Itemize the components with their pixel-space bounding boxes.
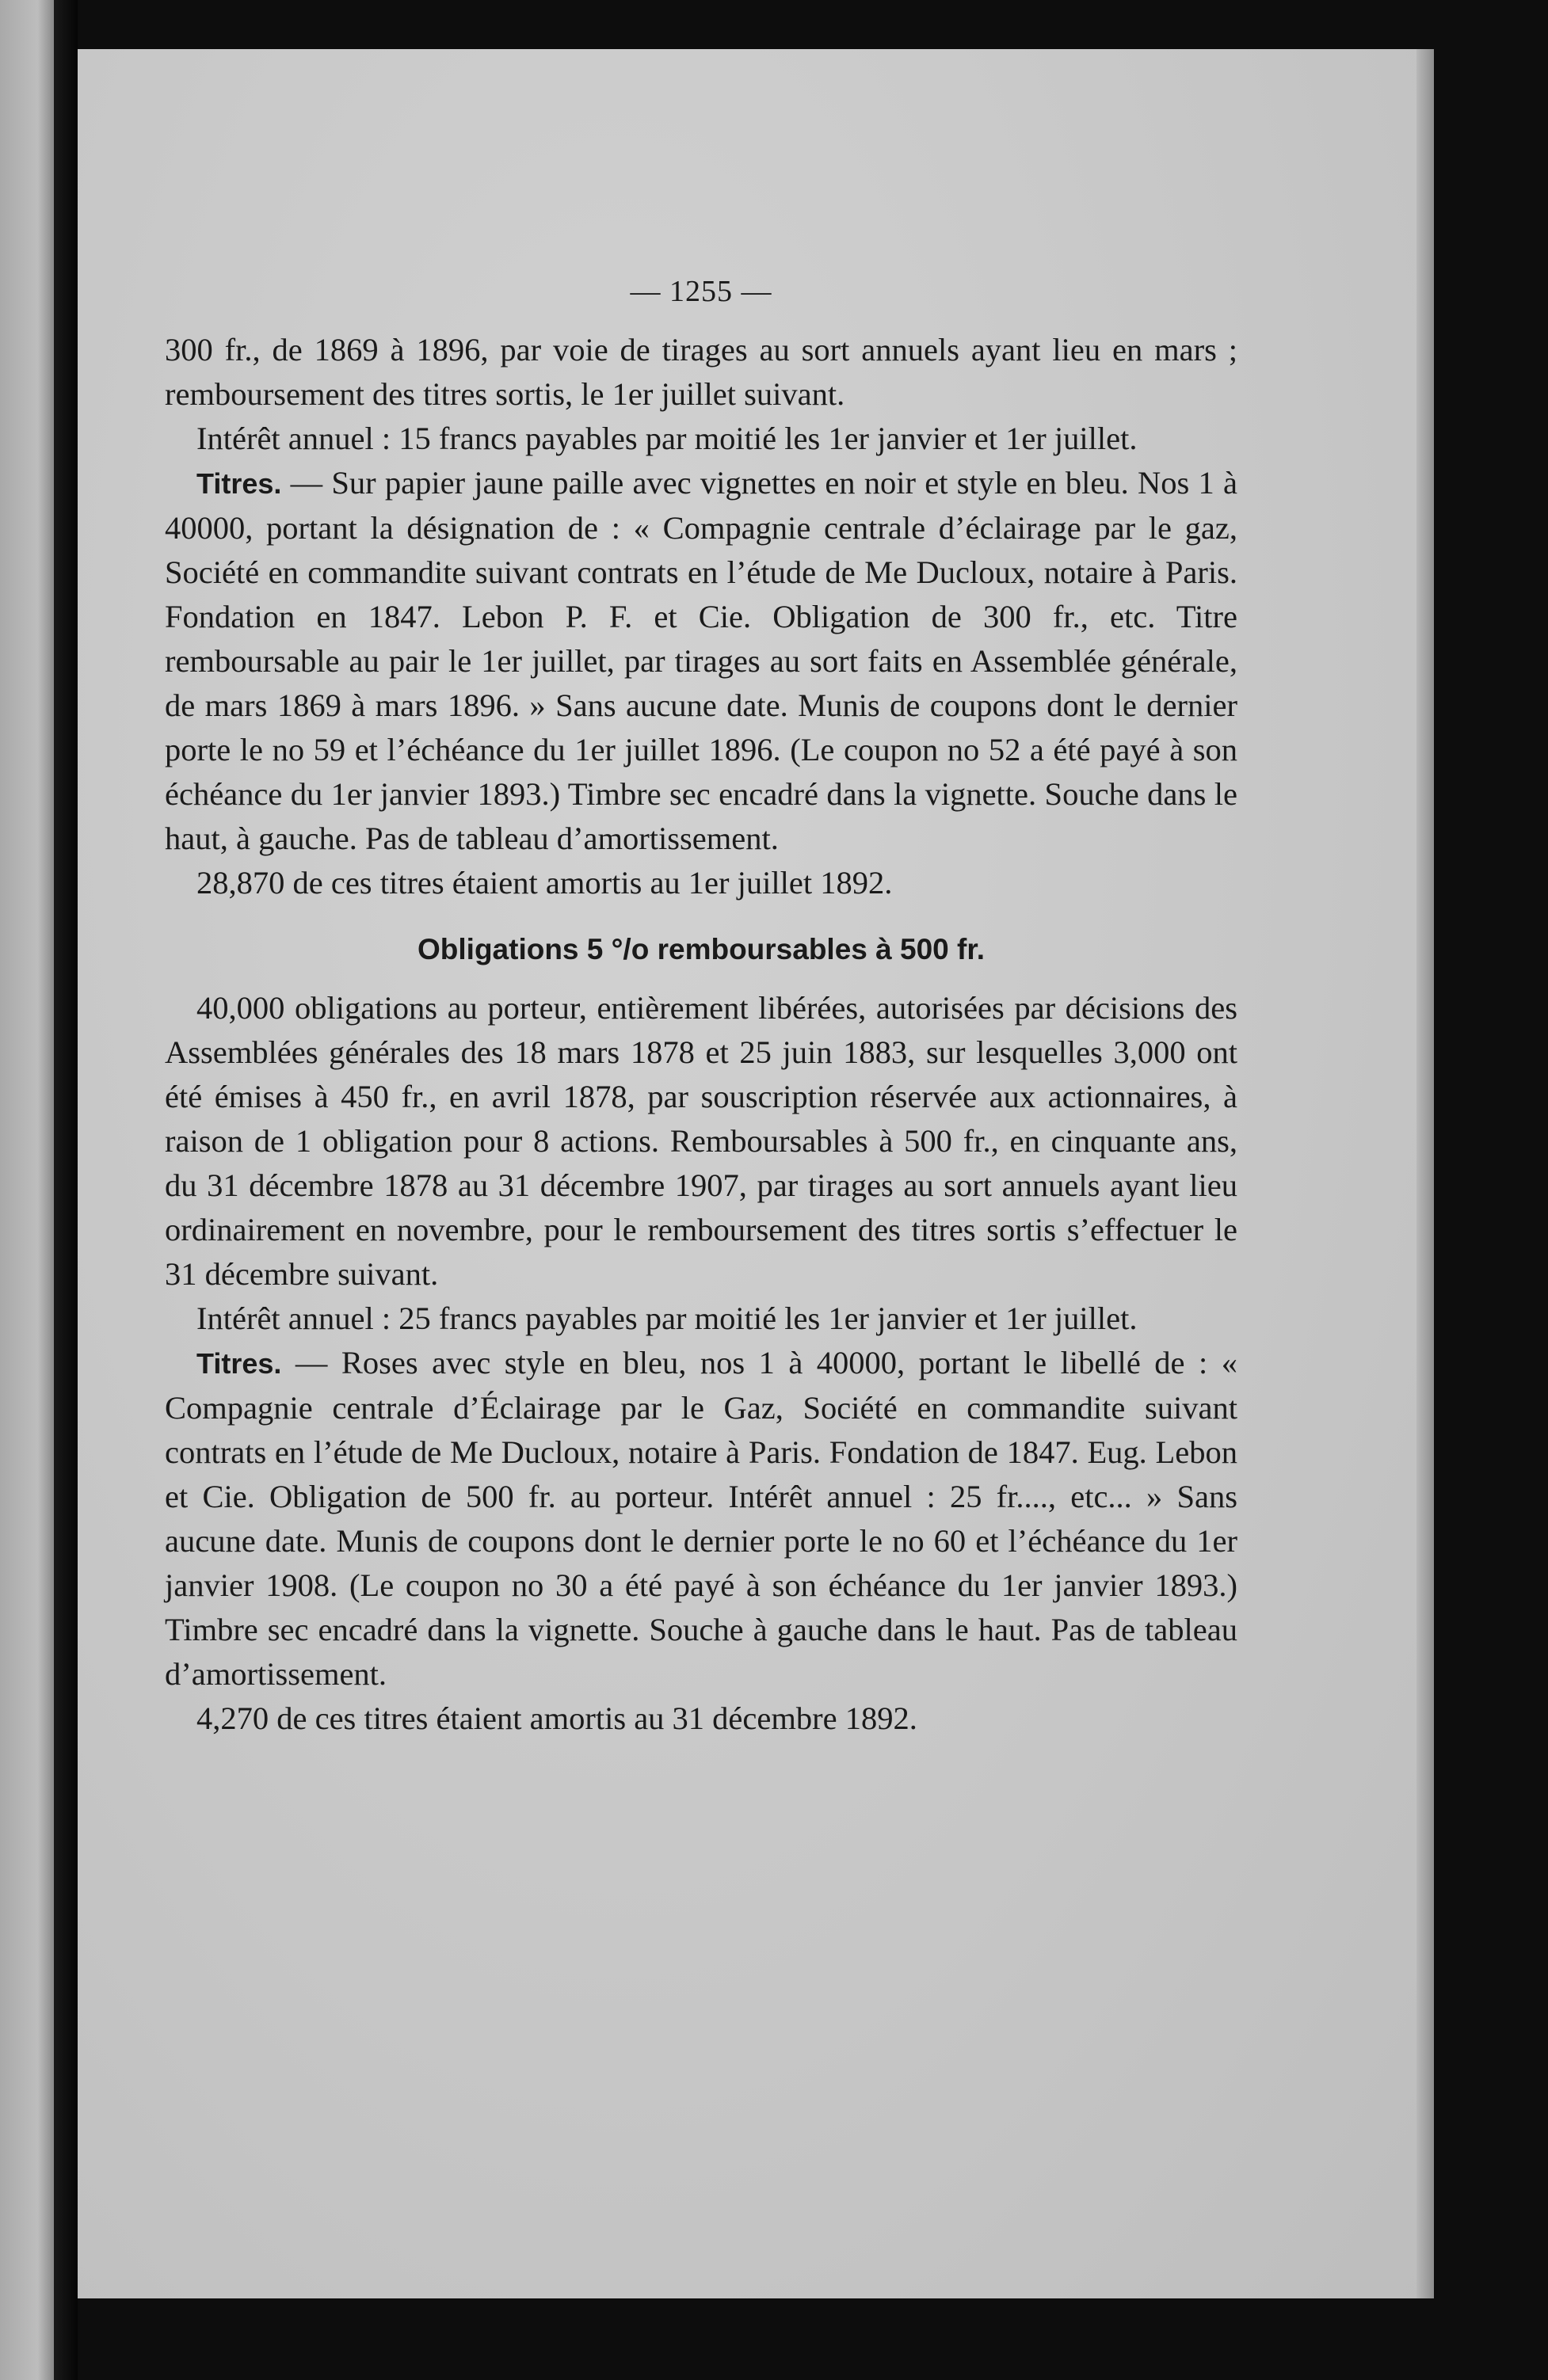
page-right-edge (1416, 49, 1434, 2298)
paragraph-amortized-500: 4,270 de ces titres étaient amortis au 31 décembre 1892. (196, 1700, 917, 1736)
titres-label: Titres. (196, 1347, 282, 1380)
book-gutter (54, 0, 78, 2380)
adjacent-page-edge (0, 0, 54, 2380)
paragraph-interest-25: Intérêt annuel : 25 francs payables par moitié les 1er janvier et 1er juillet. (196, 1300, 1138, 1336)
page-content (165, 269, 1237, 1741)
titres-description: — Roses avec style en bleu, nos 1 à 40000, portant le libellé de : « Compagnie centrale d’Éclairage par le Gaz, Société en commandite suivant contrats en l’étude de Me Ducloux, notaire à Paris. Fondation de 1847. Eug. Lebon et Cie. Obligation de 500 fr. au porteur. Intérêt annuel : 25 fr...., etc... » Sans aucune date. Munis de coupons dont le dernier porte le no 60 et l’échéance du 1er janvier 1908. (Le coupon no 30 a été payé à son échéance du 1er janvier 1893.) Timbre sec encadré dans la vignette. Souche à gauche dans le haut. Pas de tableau d’amortissement. (165, 1345, 1237, 1692)
paragraph-titres-300 (165, 461, 1237, 861)
titres-label: Titres. (196, 467, 282, 500)
paragraph-redemption-300: 300 fr., de 1869 à 1896, par voie de tirages au sort annuels ayant lieu en mars ; remboursement des titres sortis, le 1er juillet suivant. (165, 332, 1237, 412)
page-number: — 1255 — (630, 275, 772, 308)
paragraph-obligations-500: 40,000 obligations au porteur, entièrement libérées, autorisées par décisions des Assemblées générales des 18 mars 1878 et 25 juin 1883, sur lesquelles 3,000 ont été émises à 450 fr., en avril 1878, par souscription réservée aux actionnaires, à raison de 1 obligation pour 8 actions. Remboursables à 500 fr., en cinquante ans, du 31 décembre 1878 au 31 décembre 1907, par tirages au sort annuels ayant lieu ordinairement en novembre, pour le remboursement des titres sortis s’effectuer le 31 décembre suivant. (165, 990, 1237, 1292)
paragraph-titres-500 (165, 1341, 1237, 1696)
paragraph-interest-15: Intérêt annuel : 15 francs payables par moitié les 1er janvier et 1er juillet. (196, 421, 1138, 456)
paragraph-amortized-300: 28,870 de ces titres étaient amortis au 1er juillet 1892. (196, 865, 893, 901)
section-heading-obligations-500: Obligations 5 °/o remboursables à 500 fr. (418, 933, 985, 965)
titres-description: — Sur papier jaune paille avec vignettes en noir et style en bleu. Nos 1 à 40000, portant la désignation de : « Compagnie centrale d’éclairage par le gaz, Société en commandite suivant contrats en l’étude de Me Ducloux, notaire à Paris. Fondation en 1847. Lebon P. F. et Cie. Obligation de 300 fr., etc. Titre remboursable au pair le 1er juillet, par tirages au sort faits en Assemblée générale, de mars 1869 à mars 1896. » Sans aucune date. Munis de coupons dont le dernier porte le no 59 et l’échéance du 1er juillet 1896. (Le coupon no 52 a été payé à son échéance du 1er janvier 1893.) Timbre sec encadré dans la vignette. Souche dans le haut, à gauche. Pas de tableau d’amortissement. (165, 465, 1237, 856)
